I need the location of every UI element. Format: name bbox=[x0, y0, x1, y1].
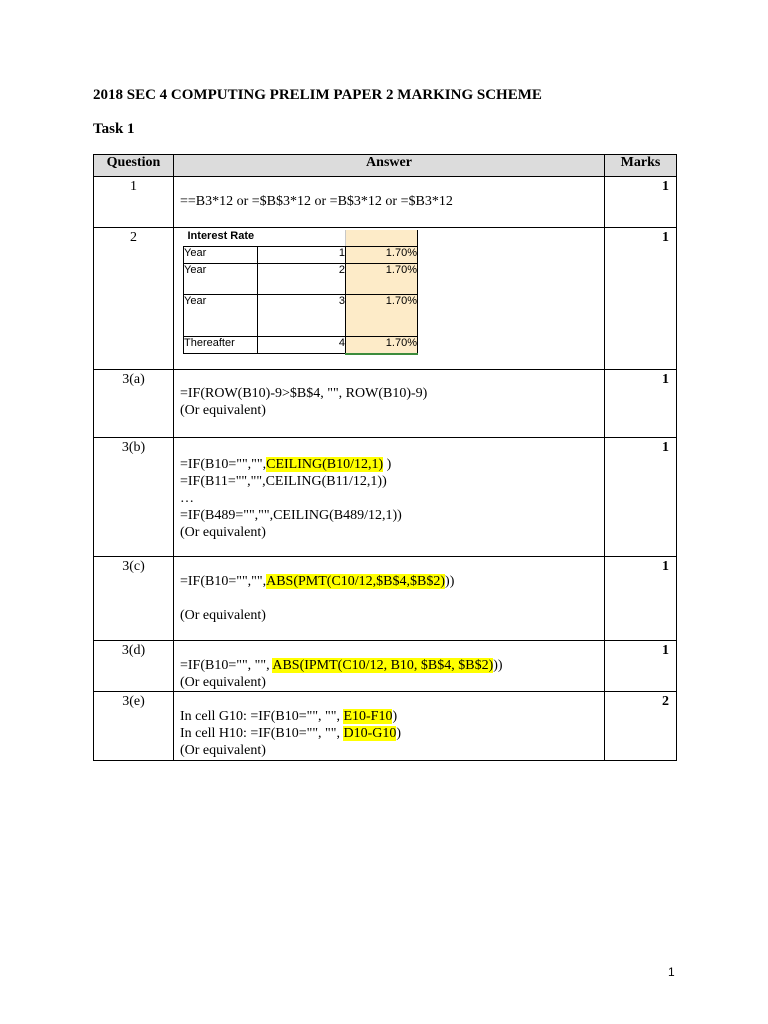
sheet-rate: 1.70% bbox=[346, 337, 418, 354]
highlighted-answer-segment: D10-G10 bbox=[343, 726, 397, 741]
answer-line bbox=[180, 402, 604, 419]
table-row bbox=[94, 692, 677, 761]
answer-line bbox=[180, 708, 604, 725]
answer-segment: In cell G10: =IF(B10="", "", bbox=[180, 709, 344, 724]
question-cell: 1 bbox=[94, 177, 174, 228]
answer-cell bbox=[174, 641, 605, 692]
answer-line bbox=[180, 573, 604, 590]
sheet-year-num: 4 bbox=[258, 337, 346, 354]
answer-line bbox=[180, 473, 604, 490]
highlighted-answer-segment: CEILING(B10/12,1) bbox=[266, 457, 384, 472]
answer-segment: =IF(B10="","", bbox=[180, 457, 267, 472]
answer-line bbox=[180, 507, 604, 524]
answer-segment: ) bbox=[383, 457, 392, 472]
answer-line bbox=[180, 590, 604, 607]
answer-segment: =IF(ROW(B10)-9>$B$4, "", ROW(B10)-9) bbox=[180, 386, 428, 401]
answer-cell bbox=[174, 370, 605, 438]
question-cell: 3(b) bbox=[94, 438, 174, 557]
answer-cell bbox=[174, 177, 605, 228]
header-marks: Marks bbox=[605, 155, 677, 177]
highlighted-answer-segment: ABS(IPMT(C10/12, B10, $B$4, $B$2) bbox=[272, 658, 494, 673]
answer-cell bbox=[174, 228, 605, 370]
answer-line bbox=[180, 657, 604, 674]
header-question: Question bbox=[94, 155, 174, 177]
marks-cell: 1 bbox=[605, 641, 677, 692]
sheet-rate: 1.70% bbox=[346, 247, 418, 264]
table-row bbox=[94, 557, 677, 641]
answer-line bbox=[180, 193, 604, 210]
sheet-label: Year bbox=[184, 247, 258, 264]
interest-rate-spreadsheet bbox=[183, 230, 418, 355]
marks-cell: 1 bbox=[605, 370, 677, 438]
sheet-label: Year bbox=[184, 295, 258, 337]
sheet-year-num: 3 bbox=[258, 295, 346, 337]
answer-line bbox=[180, 524, 604, 541]
answer-cell bbox=[174, 557, 605, 641]
marks-cell: 1 bbox=[605, 438, 677, 557]
sheet-label: Year bbox=[184, 264, 258, 295]
answer-line bbox=[180, 725, 604, 742]
question-cell: 3(c) bbox=[94, 557, 174, 641]
answer-segment: (Or equivalent) bbox=[180, 675, 266, 690]
highlighted-answer-segment: ABS(PMT(C10/12,$B$4,$B$2) bbox=[266, 574, 446, 589]
table-header-row bbox=[94, 155, 677, 177]
answer-segment: (Or equivalent) bbox=[180, 743, 266, 758]
answer-line bbox=[180, 607, 604, 624]
sheet-header: Interest Rate bbox=[187, 230, 255, 242]
answer-segment: In cell H10: =IF(B10="", "", bbox=[180, 726, 344, 741]
sheet-year-num: 2 bbox=[258, 264, 346, 295]
table-row bbox=[94, 228, 677, 370]
table-row bbox=[94, 641, 677, 692]
answer-segment: ==B3*12 or =$B$3*12 or =B$3*12 or =$B3*12 bbox=[180, 194, 453, 209]
answer-segment: ) bbox=[396, 726, 402, 741]
sheet-year-num: 1 bbox=[258, 247, 346, 264]
answer-segment: … bbox=[180, 491, 194, 506]
sheet-rate: 1.70% bbox=[346, 264, 418, 295]
answer-line bbox=[180, 456, 604, 473]
table-row bbox=[94, 177, 677, 228]
document-title: 2018 SEC 4 COMPUTING PRELIM PAPER 2 MARKING SCHEME bbox=[93, 87, 542, 103]
answer-segment: (Or equivalent) bbox=[180, 608, 266, 623]
answer-segment: )) bbox=[445, 574, 455, 589]
highlighted-answer-segment: E10-F10 bbox=[343, 709, 393, 724]
answer-line bbox=[180, 385, 604, 402]
question-cell: 3(a) bbox=[94, 370, 174, 438]
question-cell: 3(e) bbox=[94, 692, 174, 761]
sheet-rate: 1.70% bbox=[346, 295, 418, 337]
answer-segment: =IF(B10="", "", bbox=[180, 658, 273, 673]
marks-cell: 1 bbox=[605, 228, 677, 370]
answer-line bbox=[180, 490, 604, 507]
marking-scheme-table bbox=[93, 154, 677, 761]
answer-line bbox=[180, 674, 604, 691]
question-cell: 3(d) bbox=[94, 641, 174, 692]
task-heading: Task 1 bbox=[93, 121, 135, 137]
table-row bbox=[94, 370, 677, 438]
table-row bbox=[94, 438, 677, 557]
answer-segment: (Or equivalent) bbox=[180, 525, 266, 540]
answer-line bbox=[180, 742, 604, 759]
answer-cell bbox=[174, 438, 605, 557]
answer-segment: ) bbox=[392, 709, 398, 724]
marks-cell: 2 bbox=[605, 692, 677, 761]
header-answer: Answer bbox=[174, 155, 605, 177]
answer-segment: =IF(B11="","",CEILING(B11/12,1)) bbox=[180, 474, 387, 489]
answer-cell bbox=[174, 692, 605, 761]
question-cell: 2 bbox=[94, 228, 174, 370]
answer-segment: =IF(B489="","",CEILING(B489/12,1)) bbox=[180, 508, 402, 523]
answer-segment: =IF(B10="","", bbox=[180, 574, 267, 589]
marks-cell: 1 bbox=[605, 177, 677, 228]
sheet-label: Thereafter bbox=[184, 337, 258, 354]
answer-segment: )) bbox=[493, 658, 503, 673]
marks-cell: 1 bbox=[605, 557, 677, 641]
page-number: 1 bbox=[668, 965, 675, 979]
answer-segment: (Or equivalent) bbox=[180, 403, 266, 418]
